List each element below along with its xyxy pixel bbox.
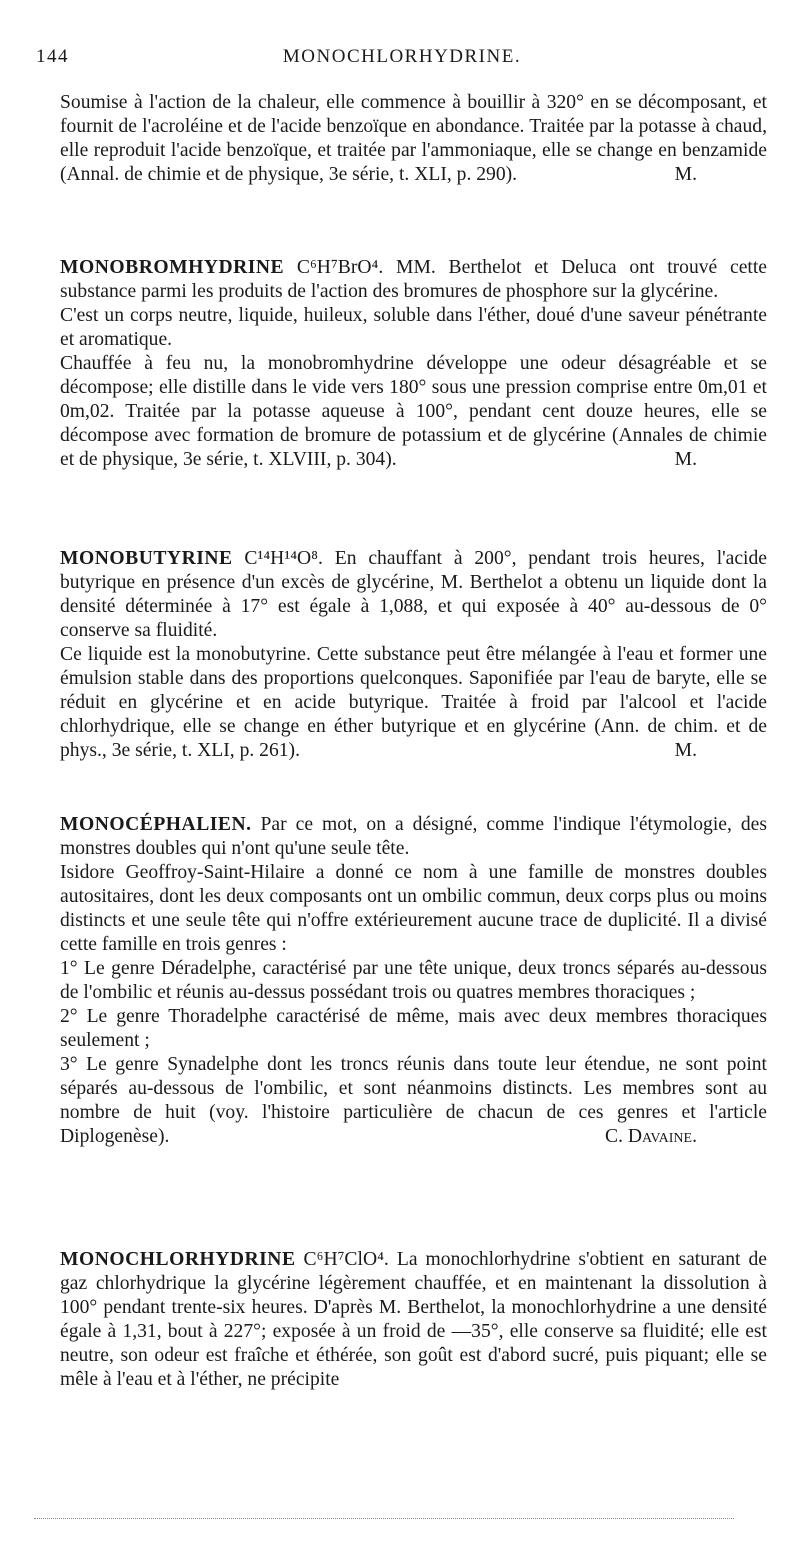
formula: C⁶H⁷ClO⁴.	[303, 1249, 389, 1270]
formula: C⁶H⁷BrO⁴.	[296, 257, 384, 278]
paragraph: Soumise à l'action de la chaleur, elle commence à bouillir à 320° en se décomposant, et fournit de l'acroléine et de l'acide benzoïque en abondance. Traitée par la potasse à chaud, elle reproduit l'acide benzoïque, et traitée par l'ammoniaque, elle se change en benzamide (Annal. de chimie et de physique, 3e série, t. XLI, p. 290). M.	[60, 92, 767, 185]
entry-monocephalien	[60, 813, 767, 1149]
paragraph: Isidore Geoffroy-Saint-Hilaire a donné ce nom à une famille de monstres doubles autositaires, dont les deux composants ont un ombilic commun, deux corps plus ou moins distincts et une seule tête qui n'offre extérieurement aucune trace de duplicité. Il a divisé cette famille en trois genres :	[60, 862, 767, 955]
paragraph: Ce liquide est la monobutyrine. Cette substance peut être mélangée à l'eau et former une émulsion stable dans des proportions quelconques. Saponifiée par l'eau de baryte, elle se réduit en glycérine et en acide butyrique. Traitée à froid par l'alcool et l'acide chlorhydrique, elle se change en éther butyrique et en glycérine (Ann. de chim. et de phys., 3e série, t. XLI, p. 261). M.	[60, 644, 767, 761]
paragraph: MONOBUTYRINE C¹⁴H¹⁴O⁸. En chauffant à 200°, pendant trois heures, l'acide butyrique en présence d'un excès de glycérine, M. Berthelot a obtenu un liquide dont la densité déterminée à 17° est égale à 1,088, et qui exposée à 40° au-dessous de 0° conserve sa fluidité.	[60, 548, 767, 641]
entry-monobutyrine	[60, 547, 767, 763]
paragraph: MONOBROMHYDRINE C⁶H⁷BrO⁴. MM. Berthelot et Deluca ont trouvé cette substance parmi les produits de l'action des bromures de phosphore sur la glycérine.	[60, 257, 767, 302]
page-header	[36, 46, 768, 76]
paragraph: MONOCÉPHALIEN. Par ce mot, on a désigné, comme l'indique l'étymologie, des monstres doubles qui n'ont qu'une seule tête.	[60, 814, 767, 859]
entry-monobromhydrine	[60, 256, 767, 472]
paragraph: C'est un corps neutre, liquide, huileux, soluble dans l'éther, doué d'une saveur pénétrante et aromatique.	[60, 305, 767, 350]
paragraph: 1° Le genre Déradelphe, caractérisé par une tête unique, deux troncs séparés au-dessous de l'ombilic et réunis au-dessus possédant trois ou quatres membres thoraciques ;	[60, 958, 767, 1003]
running-title: MONOCHLORHYDRINE.	[282, 46, 522, 67]
signature: M.	[674, 164, 697, 185]
paragraph: MONOCHLORHYDRINE C⁶H⁷ClO⁴. La monochlorhydrine s'obtient en saturant de gaz chlorhydrique la glycérine légèrement chauffée, et en maintenant la dissolution à 100° pendant trente-six heures. D'après M. Berthelot, la monochlorhydrine a une densité égale à 1,31, bout à 227°; exposée à un froid de —35°, elle conserve sa fluidité; elle est neutre, son odeur est fraîche et éthérée, son goût est d'abord sucré, puis piquant; elle se mêle à l'eau et à l'éther, ne précipite	[60, 1249, 767, 1390]
headword: MONOBROMHYDRINE	[60, 257, 285, 278]
footer-rule	[34, 1518, 734, 1519]
paragraph: 2° Le genre Thoradelphe caractérisé de même, mais avec deux membres thoraciques seulement ;	[60, 1006, 767, 1051]
entry-continuation	[60, 91, 767, 187]
paragraph: Chauffée à feu nu, la monobromhydrine développe une odeur désagréable et se décompose; elle distille dans le vide vers 180° sous une pression comprise entre 0m,01 et 0m,02. Traitée par la potasse aqueuse à 100°, pendant cent douze heures, elle se décompose avec formation de bromure de potassium et de glycérine (Annales de chimie et de physique, 3e série, t. XLVIII, p. 304). M.	[60, 353, 767, 470]
signature: M.	[674, 740, 697, 761]
signature: M.	[674, 449, 697, 470]
signature: C. Davaine.	[605, 1126, 697, 1147]
headword: MONOCÉPHALIEN.	[60, 814, 252, 835]
page-number: 144	[36, 46, 69, 67]
entry-monochlorhydrine	[60, 1248, 767, 1392]
formula: C¹⁴H¹⁴O⁸.	[244, 548, 323, 569]
headword: MONOCHLORHYDRINE	[60, 1249, 296, 1270]
paragraph: 3° Le genre Synadelphe dont les troncs réunis dans toute leur étendue, ne sont point séparés au-dessous de l'ombilic, et sont néanmoins distincts. Les membres sont au nombre de huit (voy. l'histoire particulière de chacun de ces genres et l'article Diplogenèse). C. Davaine.	[60, 1054, 767, 1147]
headword: MONOBUTYRINE	[60, 548, 233, 569]
